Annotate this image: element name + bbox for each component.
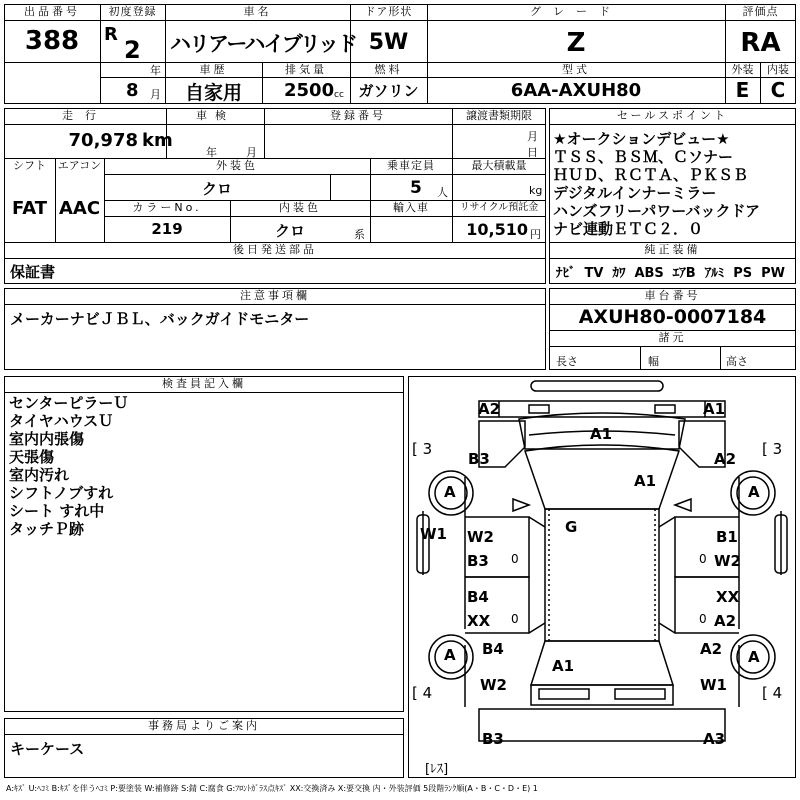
inspector-line: シフトノブすれ (9, 484, 114, 502)
transfer-month-unit: 月 (527, 130, 538, 143)
model-code: 6AA-AXUH80 (510, 80, 642, 101)
chassis-number: AXUH80-0007184 (578, 306, 767, 328)
fuel-label: 燃料 (374, 63, 403, 76)
inspection-month-unit: 月 (246, 146, 257, 159)
diag-les: [ﾚｽ] (425, 762, 449, 777)
diag-roof: G (565, 518, 578, 536)
diag-lf-door-2: B3 (467, 552, 489, 570)
diag-zero-1: 0 (511, 552, 519, 566)
shift-label: シフト (13, 159, 46, 172)
lot-label: 出品番号 (24, 5, 80, 18)
reg-year: 2 (124, 36, 141, 64)
diag-left-fender: B3 (468, 450, 490, 468)
diag-front-left: A2 (478, 400, 501, 418)
later-parts: 保証書 (10, 263, 56, 281)
diag-rear-glass: A1 (552, 657, 575, 675)
legend: A:ｷｽﾞ U:ﾍｺﾐ B:ｷｽﾞを伴うﾍｺﾐ P:要塗装 W:補修跡 S:錆 C:腐食 G:ﾌﾛﾝﾄｶﾞﾗｽ点ｷｽﾞ XX:交換済み X:要交換 内・外装評価 5段階ﾗﾝｸ順(A・B・C・D・E) 1 (6, 784, 538, 793)
interior-color: クロ (274, 222, 305, 240)
inspector-line: 室内汚れ (9, 466, 70, 484)
equipment-item: ﾅﾋﾞ (556, 266, 576, 281)
inspector-line: センターピラーＵ (9, 394, 129, 412)
notes-label: 注意事項欄 (240, 289, 310, 302)
ac-label: エアコン (57, 159, 102, 172)
int-color-label: 内装色 (279, 201, 321, 214)
ext-grade: E (735, 78, 750, 102)
diag-lr-quarter: B4 (482, 640, 504, 658)
color-no-label: カラーNo. (132, 201, 202, 214)
equipment-list (556, 262, 785, 281)
sales-line: ハンズフリーパワーバックドア (553, 202, 761, 220)
diag-lr-door-2: XX (467, 612, 491, 630)
diag-rr-door-2: A2 (714, 612, 737, 630)
car-name: ハリアーハイブリッド (170, 32, 357, 56)
diag-rr-quarter-2: W1 (700, 676, 727, 694)
sales-line: ＨＵＤ、ＲＣＴＡ、ＰＫＳＢ (553, 166, 749, 184)
history-label: 車歴 (199, 63, 228, 76)
diag-rr-door-1: XX (716, 588, 740, 606)
era: R (104, 24, 118, 45)
inspection-year-unit: 年 (206, 146, 217, 159)
model-label: 型式 (562, 63, 590, 76)
inspector-line: タッチＰ跡 (9, 520, 85, 538)
diag-right-tire-front: A (748, 483, 760, 501)
office-label: 事務局よりご案内 (148, 719, 260, 732)
first-reg-label: 初度登録 (108, 5, 157, 18)
displacement-unit: cc (334, 90, 344, 100)
inspector-label: 検査員記入欄 (162, 377, 246, 390)
car-name-label: 車名 (243, 5, 272, 18)
int-label: 内装 (767, 63, 789, 76)
diag-left-tire-front: A (444, 483, 456, 501)
diag-w1: W1 (420, 525, 447, 543)
sales-line: ★オークションデビュー★ (553, 130, 730, 148)
import-label: 輸入車 (393, 201, 429, 214)
grade-label: グレード (530, 5, 622, 18)
reg-no-label: 登録番号 (330, 109, 386, 122)
reg-month: 8 (126, 80, 139, 101)
diag-front-right: A1 (703, 400, 726, 418)
inspector-notes (9, 394, 128, 538)
car-history: 自家用 (184, 82, 242, 104)
diag-rear-left: B3 (482, 730, 504, 748)
sales-label: セールスポイント (616, 109, 728, 122)
month-unit: 月 (150, 88, 161, 101)
inspector-line: 天張傷 (9, 448, 55, 466)
office-note: キーケース (10, 740, 85, 758)
diag-zero-4: 0 (699, 612, 707, 626)
exterior-color: クロ (201, 180, 232, 198)
sales-line: ＴＳＳ、ＢＳＭ、Ｃソナー (553, 148, 734, 166)
inspector-line: タイヤハウスＵ (9, 412, 114, 430)
chassis-label: 車台番号 (644, 289, 701, 302)
mileage-unit: km (142, 130, 173, 151)
spec-length: 長さ (556, 355, 578, 368)
door-type: 5W (368, 30, 409, 55)
equipment-item: PS (733, 266, 753, 281)
color-no: 219 (151, 220, 183, 238)
diag-right-fender: A2 (714, 450, 737, 468)
score: RA (740, 28, 781, 58)
capacity: 5 (410, 178, 422, 198)
ext-label: 外装 (731, 63, 754, 76)
grade: Z (566, 28, 586, 58)
sales-line: ナビ連動ＥＴＣ２．０ (553, 220, 704, 238)
inspection-label: 車検 (196, 109, 234, 122)
equipment-item: ABS (634, 266, 664, 281)
recycle-unit: 円 (530, 228, 541, 241)
transfer-day-unit: 日 (527, 146, 538, 159)
equipment-label: 純正装備 (644, 243, 701, 256)
shift: FAT (11, 198, 48, 219)
recycle-deposit: 10,510 (466, 220, 528, 239)
specs-label: 諸元 (658, 331, 687, 344)
equipment-item: ｱﾙﾐ (704, 266, 725, 281)
equipment-item: ｶﾜ (612, 266, 626, 281)
score-label: 評価点 (742, 5, 779, 18)
diag-lr-door-1: B4 (467, 588, 489, 606)
color-label: 外装色 (216, 159, 258, 172)
diag-rear-right: A3 (703, 730, 726, 748)
diag-left-tire-rear: A (444, 646, 456, 664)
equipment-item: ｴｱB (672, 266, 696, 281)
diag-bracket-fr: [ 3 (762, 440, 783, 458)
diag-bracket-rr: [ 4 (762, 684, 783, 702)
spec-height: 高さ (726, 355, 748, 368)
max-load-label: 最大積載量 (471, 159, 527, 172)
int-grade: C (770, 78, 786, 102)
equipment-item: PW (761, 266, 785, 281)
capacity-unit: 人 (437, 186, 448, 199)
transfer-label: 譲渡書類期限 (466, 109, 532, 122)
year-unit: 年 (150, 64, 161, 77)
mileage: 70,978 (68, 130, 138, 151)
capacity-label: 乗車定員 (387, 159, 435, 172)
diag-rr-quarter: A2 (700, 640, 723, 658)
max-load-unit: kg (529, 184, 543, 197)
diag-zero-2: 0 (699, 552, 707, 566)
recycle-label: リサイクル預託金 (459, 202, 539, 213)
lot-number: 388 (24, 26, 80, 56)
diag-rf-door-1: B1 (716, 528, 738, 546)
fuel: ガソリン (358, 82, 419, 100)
displacement: 2500 (284, 80, 335, 101)
inspector-line: シート すれ中 (9, 502, 105, 520)
equipment-item: TV (584, 266, 604, 281)
mileage-label: 走行 (62, 109, 108, 122)
door-label: ドア形状 (364, 5, 413, 18)
diag-rf-door-2: W2 (714, 552, 741, 570)
inspector-line: 室内内張傷 (9, 430, 85, 448)
diag-windshield: A1 (634, 472, 657, 490)
diag-bracket-fl: [ 3 (412, 440, 433, 458)
diag-lr-quarter-2: W2 (480, 676, 507, 694)
sales-line: デジタルインナーミラー (553, 184, 717, 202)
displacement-label: 排気量 (285, 63, 327, 76)
ac: AAC (58, 198, 101, 219)
later-parts-label: 後日発送部品 (233, 243, 317, 256)
diag-lf-door-1: W2 (467, 528, 494, 546)
int-color-unit: 系 (354, 228, 365, 241)
diag-right-tire-rear: A (748, 648, 760, 666)
spec-width: 幅 (648, 355, 659, 368)
diag-hood: A1 (590, 425, 613, 443)
diag-zero-3: 0 (511, 612, 519, 626)
diag-bracket-rl: [ 4 (412, 684, 433, 702)
sales-points (553, 130, 760, 238)
notes: メーカーナビＪＢＬ、バックガイドモニター (10, 310, 310, 328)
